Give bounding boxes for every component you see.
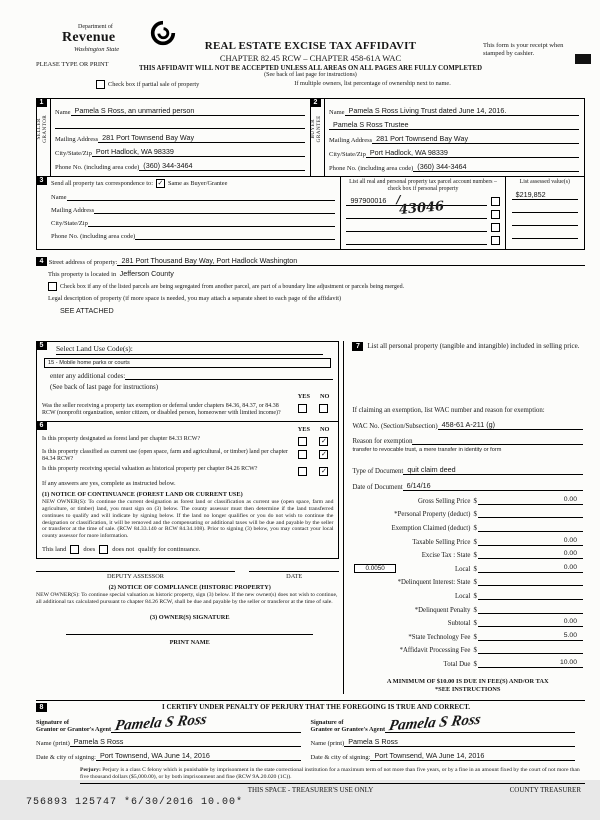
grantee-sig-label-2: Grantee or Grantee's Agent [310,725,386,733]
seller-side-strip [37,99,51,176]
qualify-label: qualify for continuance. [138,545,201,553]
tax-row-local: 0.0050 Local $ 0.00 [352,564,583,573]
correspondence-column [37,177,341,249]
legal-description-value: SEE ATTACHED [60,306,114,316]
buyer-phone-value: (360) 344-3464 [413,162,579,172]
s5-yes-header: YES [297,393,310,401]
partial-sale-label: Check box if partial sale of property [108,81,200,88]
grantor-signature: Pamela S Ross [113,711,209,735]
segregated-label: Check box if any of the listed parcels are being segregated from another parcel, are part of a boundary line adjustment or parcels being merged. [60,283,405,290]
section-5-badge: 5 [36,341,47,350]
grantor-sig-label-2: Grantor or Grantor's Agent [36,725,112,733]
receipt-note: This form is your receipt when stamped by cashier. [483,42,564,57]
tax-row: Total Due $ 10.00 [352,659,583,668]
buyer-name2-value: Pamela S Ross Trustee [329,120,579,130]
corr-city-label: City/State/Zip [51,220,88,227]
seller-side-label: SELLER [36,118,43,140]
certification-section [36,700,585,761]
dollar-sign: $ [473,565,477,573]
section-7-badge: 7 [352,342,363,351]
street-address-label: Street address of property: [48,259,118,267]
assessed-value-column [506,177,584,249]
grantee-signature-block [310,711,586,761]
dollar-sign: $ [473,633,477,641]
tax-row: *Delinquent Penalty $ [352,605,583,614]
exemption-deferral-question: Was the seller receiving a property tax exemption or deferral under chapters 84.36, 84.37, or 84.38 RCW (nonprofit organization, senior citizen, or disabled person, homeowner with limited income)? [42,403,281,417]
buyer-city-value: Port Hadlock, WA 98339 [366,148,579,158]
historic-property-question: Is this property receiving special valuation as historical property per chapter 84.26 RCW? [42,466,258,473]
assessed-line-4 [512,230,578,239]
perjury-label: Perjury: [80,766,101,773]
buyer-side-strip [311,99,325,176]
land-use-title: Select Land Use Code(s): [56,344,323,355]
dollar-sign: $ [473,538,477,546]
land-use-section [36,341,339,422]
dollar-sign: $ [473,592,477,600]
land-use-code-value: 15 - Mobile home parks or courts [44,358,331,368]
street-address-value: 281 Port Thousand Bay Way, Port Hadlock Washington [117,256,585,266]
state-technology-fee-value: 5.00 [563,631,577,639]
grantor-sig-label-1: Signature of [36,718,69,726]
exemption-intro: If claiming an exemption, list WAC number and reason for exemption: [352,407,545,415]
q1-yes-checkbox [298,437,307,446]
does-not-label: does not [112,545,135,553]
q3-yes-checkbox [298,467,307,476]
forest-land-question: Is this property designated as forest land per chapter 84.33 RCW? [42,436,201,443]
q2-yes-checkbox [298,450,307,459]
parties-section [36,98,585,176]
buyer-phone-label: Phone No. (including area code) [329,165,414,172]
personal-property-checkbox-1 [491,197,500,206]
tax-row: *Personal Property (deduct) $ [352,509,583,518]
see-instructions-note: *SEE INSTRUCTIONS [434,685,501,693]
located-in-label: This property is located in [48,271,117,279]
buyer-mailing-label: Mailing Address [329,137,373,144]
logo-state-text: Washington State [74,46,120,53]
same-as-buyer-label: Same as Buyer/Grantee [167,180,228,187]
grantee-date-city-label: Date & city of signing: [310,753,371,761]
notice-compliance-body: NEW OWNER(S): To continue special valuation as historic property, sign (3) below. If the new owner(s) does not wish to continue, all additional tax calculated pursuant to chapter 84.26 RCW, shall be due and payable by the seller or transferor at the time of sale. [36,591,338,605]
seller-box [37,99,311,176]
this-land-label: This land [42,545,67,553]
grantee-signature: Pamela S Ross [387,711,483,735]
personal-property-checkbox-3 [491,223,500,232]
seller-name2-value [55,120,305,129]
tax-row: *Delinquent Interest: State $ [352,577,583,586]
buyer-name-label: Name [329,109,345,116]
notice-compliance-title: (2) NOTICE OF COMPLIANCE (HISTORIC PROPERTY) [108,583,271,591]
excise-tax-local-value: 0.00 [563,563,577,571]
seller-city-value: Port Hadlock, WA 98339 [92,147,305,157]
dollar-sign: $ [473,579,477,587]
revenue-swirl-icon [150,20,176,51]
see-back-note: (See back of last page for instructions) [50,383,159,392]
section-8-badge: 8 [36,703,47,712]
current-use-question: Is this property classified as current use (open space, farm and agricultural, or timber) land per chapter 84.34 RCW? [42,449,288,463]
wac-label: WAC No. (Section/Subsection) [352,423,438,431]
date-line: DATE [249,571,339,580]
s5-yes-checkbox [298,404,307,413]
perjury-body: Perjury is a class C felony which is punishable by imprisonment in the state correctional institution for a maximum term of not more than five years, or by a fine in an amount fixed by the court of not more than five thousand dollars ($5,000.00), or by both imprisonment and fine (RCW 9A.20.020 (1C)). [80,766,580,780]
dollar-sign: $ [473,606,477,614]
seller-mailing-value: 281 Port Townsend Bay Way [98,133,305,143]
form-subtitle: CHAPTER 82.45 RCW – CHAPTER 458-61A WAC [219,53,402,63]
corr-city-line [88,218,336,227]
dor-logo [62,24,119,53]
same-as-buyer-checkbox: ✓ [157,179,164,187]
buyer-name-value: Pamela S Ross Living Trust dated June 14, 2016. [345,106,579,116]
seller-phone-value: (360) 344-3464 [139,161,305,171]
legal-description-label: Legal description of property (if more space is needed, you may attach a separate sheet to each page of the affidavit) [48,295,342,303]
grantee-sig-label-1: Signature of [310,718,344,726]
grantor-side-label: GRANTOR [42,114,48,143]
form-title: REAL ESTATE EXCISE TAX AFFIDAVIT [204,40,417,52]
section-6-badge: 6 [36,421,47,430]
seller-city-label: City/State/Zip [55,150,92,157]
dollar-sign: $ [473,552,477,560]
dollar-sign: $ [473,497,477,505]
perjury-paragraph [80,767,585,784]
does-not-checkbox [99,545,108,554]
s6-yes-header: YES [297,426,310,434]
doc-date-label: Date of Document [352,484,403,492]
parcel-line-4 [346,236,486,245]
multiple-owners-note: If multiple owners, list percentage of ownership next to name. [294,80,451,87]
county-treasurer-label: COUNTY TREASURER [509,785,581,794]
owners-signature-label: (3) OWNER(S) SIGNATURE [149,613,230,621]
taxable-selling-price-value: 0.00 [563,536,577,544]
q3-no-checkbox: ✓ [321,467,327,476]
doc-type-label: Type of Document [352,468,404,476]
warning-line: THIS AFFIDAVIT WILL NOT BE ACCEPTED UNLESS ALL AREAS ON ALL PAGES ARE FULLY COMPLETED [139,65,482,72]
reason-line [412,436,583,445]
personal-property-title: List all personal property (tangible and intangible) included in selling price. [367,342,580,351]
does-label: does [83,545,96,553]
tax-row: Gross Selling Price $ 0.00 [352,496,583,505]
buyer-box [311,99,584,176]
local-rate-box: 0.0050 [354,564,395,573]
treasurer-space-label: THIS SPACE - TREASURER'S USE ONLY [247,785,374,794]
parcel-column [341,177,505,249]
doc-type-value: quit claim deed [403,465,583,475]
parcel-column-header: List all real and personal property tax parcel account numbers – check box if personal property [349,179,497,192]
tax-row: *Affidavit Processing Fee $ [352,645,583,654]
section-3-badge: 3 [36,176,47,185]
s5-no-checkbox [319,404,328,413]
deputy-assessor-line: DEPUTY ASSESSOR [36,571,235,580]
reason-label: Reason for exemption [352,438,413,446]
personal-property-checkbox-2 [491,210,500,219]
grantor-name-print-value: Pamela S Ross [70,737,301,747]
grantee-name-print-value: Pamela S Ross [344,737,575,747]
doc-date-value: 6/14/16 [403,481,583,491]
correspondence-section [36,176,585,250]
does-checkbox [70,545,79,554]
wac-value: 458-61 A-211 (g) [438,420,583,430]
buyer-mailing-value: 281 Port Townsend Bay Way [372,134,579,144]
buyer-city-label: City/State/Zip [329,151,366,158]
located-in-value: Jefferson County [119,269,174,279]
corr-mailing-label: Mailing Address [51,207,95,214]
buyer-side-label: BUYER [310,119,317,139]
left-column [36,341,343,694]
parcel-number-value: 997900016 / [346,196,486,206]
tax-row: Exemption Claimed (deduct) $ [352,523,583,532]
assessed-value-1: $219,852 [512,190,578,200]
grantee-side-label: GRANTEE [316,115,322,143]
dollar-sign: $ [473,660,477,668]
classification-section [36,421,339,559]
tax-row: *State Technology Fee $ 5.00 [352,632,583,641]
handwritten-parcel-number: 43046 [398,199,446,218]
tax-row: Excise Tax : State $ 0.00 [352,550,583,559]
grantor-date-city-label: Date & city of signing: [36,753,96,761]
tax-row: Taxable Selling Price $ 0.00 [352,537,583,546]
dollar-sign: $ [473,511,477,519]
seller-name-value: Pamela S Ross, an unmarried person [71,106,305,116]
corr-name-line [67,192,336,201]
corr-phone-label: Phone No. (including area code) [51,233,136,240]
s6-no-header: NO [319,426,330,434]
s5-no-header: NO [319,393,330,401]
excise-tax-state-value: 0.00 [563,550,577,558]
handwritten-slash: / [396,193,401,207]
minimum-due-note: A MINIMUM OF $10.00 IS DUE IN FEE(S) AND/OR TAX [386,677,549,685]
notice-continuance-title: (1) NOTICE OF CONTINUANCE (FOREST LAND OR CURRENT USE) [42,491,243,499]
cashier-stamp: 756893 125747 *6/30/2016 10.00* [26,796,244,808]
personal-property-checkbox-4 [491,236,500,245]
logo-dept-text: Department of [78,24,113,30]
grantee-date-city-value: Port Townsend, WA June 14, 2016 [370,751,575,761]
print-name-label: PRINT NAME [169,638,210,646]
grantor-date-city-value: Port Townsend, WA June 14, 2016 [96,751,301,761]
logo-revenue-text: Revenue [62,30,116,45]
grantee-name-print-label: Name (print) [310,739,345,747]
additional-codes-label: enter any additional codes: [50,372,126,381]
section-2-badge: 2 [310,98,321,107]
additional-codes-line [125,371,333,380]
assessed-line-2 [512,204,578,213]
grantor-signature-block [36,711,311,761]
corr-phone-line [135,231,335,240]
grantor-name-print-label: Name (print) [36,739,70,747]
type-or-print-note: PLEASE TYPE OR PRINT [36,61,109,68]
owners-signature-line [66,634,313,635]
subtotal-value: 0.00 [563,618,577,626]
assessed-line-3 [512,217,578,226]
section-1-badge: 1 [36,98,47,107]
property-location-section [36,250,585,315]
q2-no-checkbox: ✓ [321,450,327,459]
tax-row: Subtotal $ 0.00 [352,618,583,627]
dollar-sign: $ [473,620,477,628]
dollar-sign: $ [473,524,477,532]
corr-mailing-line [94,205,335,214]
dollar-sign: $ [473,647,477,655]
certify-statement: I CERTIFY UNDER PENALTY OF PERJURY THAT THE FOREGOING IS TRUE AND CORRECT. [161,703,470,712]
send-correspondence-label: Send all property tax correspondence to: [51,180,153,187]
scan-artifact-mark [575,54,591,64]
q1-no-checkbox: ✓ [321,437,327,446]
form-header [36,24,585,98]
parcel-line-3 [346,223,486,232]
seller-name-label: Name [55,109,71,116]
gross-selling-price-value: 0.00 [563,495,577,503]
corr-name-label: Name [51,194,67,201]
notice-continuance-body: NEW OWNER(S): To continue the current designation as forest land or classification as current use (open space, farm and agriculture, or timber) land, you must sign on (3) below. The county assessor must then determine if the land transferred continues to qualify and will indicate by signing below. If the land no longer qualifies or you do not wish to continue the designation or classification, it will be removed and the compensating or additional taxes will be due and payable by the seller or transferor at the time of sale. (RCW 84.33.140 or RCW 84.34.108). Prior to signing (3) below, you may contact your local county assessor for more information. [42,499,334,540]
right-column [343,341,585,694]
total-due-value: 10.00 [559,658,577,666]
if-yes-note: If any answers are yes, complete as instructed below. [42,480,176,488]
instructions-note: (See back of last page for instructions) [264,72,357,78]
section-4-badge: 4 [36,257,47,266]
segregated-checkbox [48,282,57,291]
partial-sale-checkbox [96,80,105,89]
tax-row: Local $ [352,591,583,600]
seller-mailing-label: Mailing Address [55,136,99,143]
reason-value: transfer to revocable trust, a mere transfer in identity or form [352,447,502,454]
seller-phone-label: Phone No. (including area code) [55,164,140,171]
assessed-column-header: List assessed value(s) [519,179,570,185]
